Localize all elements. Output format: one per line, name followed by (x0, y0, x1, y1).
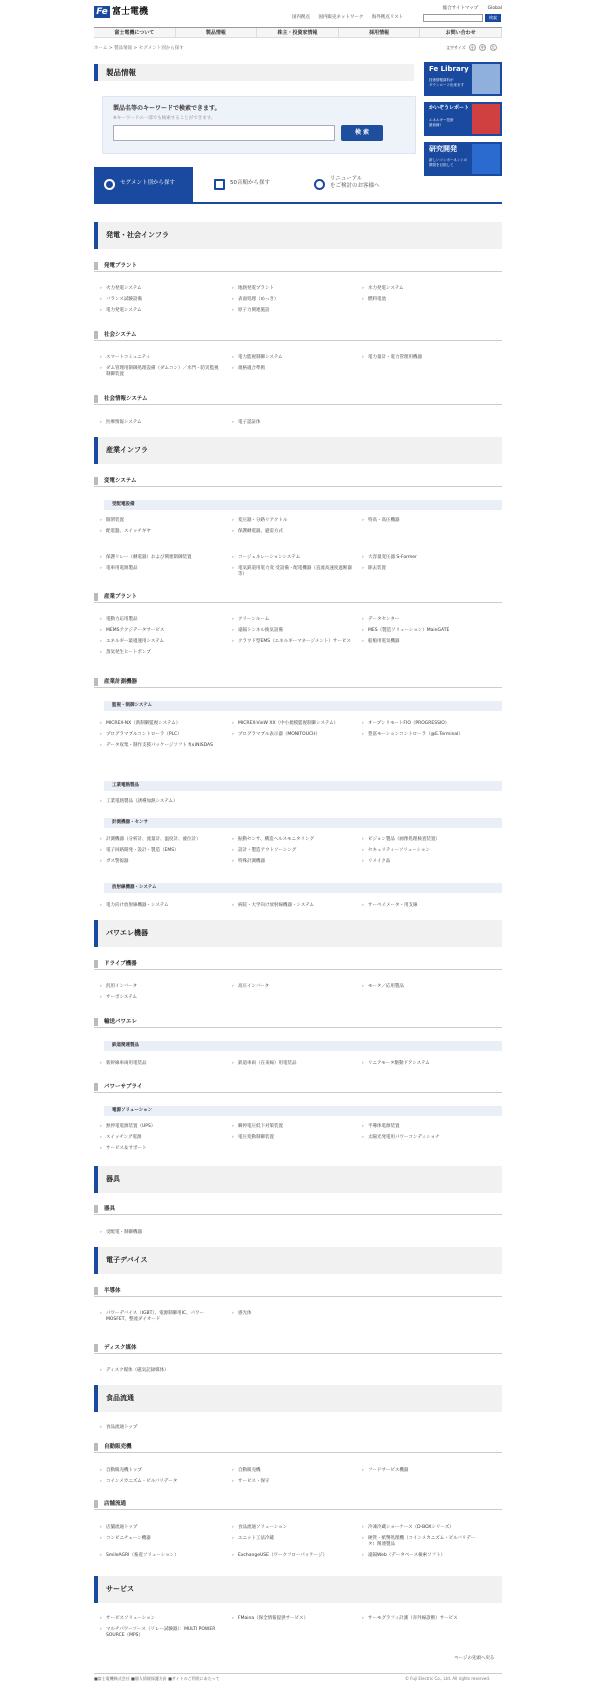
subsubcategory-heading: 放射線機器・システム (104, 883, 502, 893)
product-link[interactable]: › 電気鉄道用電力変 受設備・配電機器（直流高速度遮断器等） (232, 566, 352, 579)
product-link[interactable]: › ガス警報器 (100, 859, 220, 865)
logo-icon[interactable]: Fe (94, 6, 110, 18)
subcategory-heading: ディスク媒体 (94, 1342, 502, 1354)
product-link[interactable]: › 蒸気発生ヒートポンプ (100, 650, 220, 656)
product-link[interactable]: › 硬貨・紙幣処理機（コインメカニズム・ビルバリデータ）関連製品 (362, 1536, 482, 1549)
product-link[interactable]: › 受配電・制御機器 (100, 1230, 220, 1236)
breadcrumb[interactable]: ホーム > 製品情報 > セグメント別から探す (94, 46, 184, 51)
product-link[interactable]: › 鉄道車両（在来線）用電装品 (232, 1061, 352, 1067)
product-link[interactable]: › サービス・保守 (232, 1479, 352, 1485)
top-nav (292, 15, 410, 21)
utility-links (435, 6, 502, 12)
product-link[interactable]: › プログラマブルコントローラ（PLC） (100, 732, 220, 738)
product-link[interactable]: › 大容量変圧器 S-Former (362, 555, 482, 561)
product-link[interactable]: › 医療情報システム (100, 420, 220, 426)
banner-title: 研究開発 (429, 145, 457, 153)
product-link[interactable]: › 開閉装置 (100, 518, 220, 524)
subcategory-heading: パワーサプライ (94, 1081, 502, 1093)
product-link[interactable]: › 電力量計・電力管理用機器 (362, 355, 482, 361)
subcategory-heading: 発電プラント (94, 260, 502, 272)
gnav-contact[interactable]: お問い合わせ (420, 28, 502, 37)
product-link[interactable]: › 電圧変動制御装置 (232, 1135, 352, 1141)
logo-text[interactable]: 富士電機 (112, 7, 149, 17)
product-link[interactable]: › 電子認証体 (232, 420, 352, 426)
product-link[interactable]: › サーモグラフィ計測（赤外線診断）サービス (362, 1616, 482, 1622)
product-link[interactable]: › 高圧インバータ (232, 984, 352, 990)
product-link[interactable]: › サーボシステム (100, 995, 220, 1001)
product-link[interactable]: › 遠隔Web（データベース検索ソフト） (362, 1553, 482, 1559)
category-heading: 産業インフラ (94, 437, 502, 464)
product-link[interactable]: › MES（製造ソリューション）MainGATE (362, 628, 482, 634)
product-link[interactable]: › フードサービス機器 (362, 1468, 482, 1474)
subsubcategory-heading: 受配電設備 (104, 500, 502, 510)
subcategory-heading: 器具 (94, 1203, 502, 1215)
product-link[interactable]: › マルチパワーソース（リレー試験器）：MULTI POWER SOURCE（MPS） (100, 1627, 220, 1640)
subcategory-heading: 社会情報システム (94, 393, 502, 405)
subcategory-heading: 社会システム (94, 329, 502, 341)
product-link[interactable]: › 店舗流通トップ (100, 1525, 220, 1531)
font-size-label: 文字サイズ (446, 45, 466, 50)
product-link[interactable]: › 船舶用電気機器 (362, 639, 482, 645)
product-search-title: 製品名等のキーワードで検索できます。 (113, 105, 221, 112)
product-link[interactable]: › 新幹線車両用電装品 (100, 1061, 220, 1067)
product-link[interactable]: › 燃料電池 (362, 297, 482, 303)
tab-renewal[interactable] (304, 167, 424, 202)
product-link[interactable]: › 半導体電源装置 (362, 1124, 482, 1130)
product-link[interactable]: › 工業電熱製品（誘導加熱システム） (100, 799, 220, 805)
product-link[interactable]: › コージェネレーションシステム (232, 555, 352, 561)
product-link[interactable]: › データセンター (362, 617, 482, 623)
product-link[interactable]: › 病院・大学向け放射線機器・システム (232, 903, 352, 909)
gnav-careers[interactable]: 採用情報 (339, 28, 421, 37)
product-link[interactable]: › クリーンルーム (232, 617, 352, 623)
product-link[interactable]: › 変圧器・分路リアクトル (232, 518, 352, 524)
product-link[interactable]: › セキュリティーソリューション (362, 848, 482, 854)
subsubcategory-heading: 鉄道関連製品 (104, 1041, 502, 1051)
subcategory-heading: 産業プラント (94, 591, 502, 603)
global-link[interactable]: Global (487, 6, 502, 11)
product-link[interactable]: › サービス＆サポート (100, 1146, 220, 1152)
product-link[interactable]: › ExchangeUSE（ワークフローパッケージ） (232, 1553, 352, 1559)
product-link[interactable]: › MEMSアクジデータサービス (100, 628, 220, 634)
product-link[interactable]: › 保護リレー（継電器）および関連制御装置 (100, 555, 220, 561)
page-top-link[interactable]: ページの先頭へ戻る (454, 1656, 495, 1661)
category-heading: サービス (94, 1576, 502, 1603)
category-heading: 発電・社会インフラ (94, 222, 502, 249)
product-link[interactable]: › 特高・高圧機器 (362, 518, 482, 524)
category-heading: 器具 (94, 1166, 502, 1193)
product-link[interactable]: › 特殊計測機器 (232, 859, 352, 865)
banner-title: かいぞうレポート (429, 105, 470, 111)
product-search-hint: ※キーワードの一部でも検索することができます。 (113, 116, 216, 121)
product-link[interactable]: › 無停電電源装置（UPS） (100, 1124, 220, 1130)
subsubcategory-heading: 工業電熱製品 (104, 781, 502, 791)
banner-image (472, 104, 500, 134)
font-small-button[interactable]: 小 (470, 45, 475, 50)
tab-segment[interactable] (94, 167, 193, 202)
kana-icon (214, 179, 225, 190)
product-link[interactable]: › ユニット工法冷蔵 (232, 1536, 352, 1542)
banner-sub: 技術情報資料が ダウンロード出来ます (429, 78, 464, 87)
subcategory-heading: 産業計測機器 (94, 676, 502, 688)
banner-sub: 新しいコンポーネントの 開発を目指して (429, 158, 468, 167)
product-link[interactable]: › 振動センサ、構造ヘルスモニタリング (232, 837, 352, 843)
product-link[interactable]: › 遠隔トンネル換気設備 (232, 628, 352, 634)
product-link[interactable]: › 太陽光発電用パワーコンディショナ (362, 1135, 482, 1141)
subcategory-heading: 半導体 (94, 1285, 502, 1297)
page-title: 製品情報 (94, 64, 414, 81)
footer-links[interactable]: ■富士電機株式会社 ■個人情報保護方針 ■サイトのご利用にあたって (94, 1676, 220, 1681)
product-link[interactable]: › 食品流通ソリューション (232, 1525, 352, 1531)
subcategory-heading: 輸送パワエレ (94, 1016, 502, 1028)
product-link[interactable]: › 瞬停電圧低下対策装置 (232, 1124, 352, 1130)
banner-report[interactable] (424, 102, 502, 136)
product-link[interactable]: › モータ／応用製品 (362, 984, 482, 990)
tab-alphabetical[interactable] (204, 167, 294, 202)
product-link[interactable]: › 食品流通トップ (100, 1425, 220, 1431)
banner-fe-library[interactable] (424, 62, 502, 96)
banner-image (472, 64, 500, 94)
product-link[interactable]: › 火力発電システム (100, 286, 220, 292)
subcategory-heading: ドライブ機器 (94, 958, 502, 970)
product-link[interactable]: › 豊富モーションコントローラ（@E.Terminal） (362, 732, 482, 738)
subsubcategory-heading: 監視・制御システム (104, 701, 502, 711)
footer-divider (94, 1673, 502, 1674)
product-link[interactable]: › スマートコミュニティ (100, 355, 220, 361)
product-link[interactable]: › 原子力関連施設 (232, 308, 352, 314)
font-size-control (446, 44, 497, 51)
product-search-button[interactable]: 検 索 (341, 125, 383, 141)
product-link[interactable]: › プログラマブル表示器（MONITOUCH） (232, 732, 352, 738)
product-link[interactable]: › 除去装置 (362, 566, 482, 572)
product-link[interactable]: › エネルギー最適運用システム (100, 639, 220, 645)
product-link[interactable]: › スイッチング電源 (100, 1135, 220, 1141)
copyright: © Fuji Electric Co., Ltd. All rights reserved. (405, 1676, 491, 1681)
subsubcategory-heading: 計測機器・センサ (104, 818, 502, 828)
site-search-button[interactable]: 検索 (485, 14, 501, 22)
product-link[interactable]: › 自動販売機 (232, 1468, 352, 1474)
product-link[interactable]: › 設計・製造アウトソーシング (232, 848, 352, 854)
product-link[interactable]: › 電動力応用製品 (100, 617, 220, 623)
tab-label: セグメント別から探す (120, 180, 175, 186)
renewal-icon (314, 179, 325, 190)
product-link[interactable]: › 規格適合準拠 (232, 366, 352, 372)
product-link[interactable]: › ダム管理用制御処理設備（ダムコン）／水門・防災監視制御装置 (100, 366, 220, 379)
banner-title: Fe Library (429, 65, 469, 73)
product-link[interactable]: › 表面処理（めっき） (232, 297, 352, 303)
product-link[interactable]: › パワーデバイス（IGBT）、電源制御用IC、パワーMOSFET、整流ダイオード (100, 1311, 220, 1324)
font-large-button[interactable]: 大 (491, 45, 496, 50)
category-heading: パワエレ機器 (94, 920, 502, 947)
product-link[interactable]: › MICREX-VieW XX（中小規模監視制御システム） (232, 721, 352, 727)
product-link[interactable]: › 水力発電システム (362, 286, 482, 292)
tab-label: 50音順から探す (230, 180, 270, 186)
product-link[interactable]: › コンビニチェーン機器 (100, 1536, 220, 1542)
product-link[interactable]: › SmileAGRI（畜産ソリューション） (100, 1553, 220, 1559)
nav-overseas-link[interactable]: 海外拠点リスト (371, 15, 404, 20)
product-link[interactable]: › サービスソリューション (100, 1616, 220, 1622)
site-search-input[interactable] (423, 14, 483, 22)
product-link[interactable]: › 汎用インバータ (100, 984, 220, 990)
product-link[interactable]: › バランス試験設備 (100, 297, 220, 303)
tab-label: リニューアル をご検討のお客様へ (330, 176, 380, 189)
product-link[interactable]: › 配電盤、スイッチギヤ (100, 529, 220, 535)
gnav-about[interactable]: 富士電機について (94, 28, 176, 37)
product-link[interactable]: › リニアモータ駆動ドアシステム (362, 1061, 482, 1067)
product-link[interactable]: › 冷凍冷蔵ショーケース（D-BOXシリーズ） (362, 1525, 482, 1531)
subcategory-heading: 自動販売機 (94, 1441, 502, 1453)
product-link[interactable]: › FMaina（保全情報提供サービス） (232, 1616, 352, 1622)
category-heading: 食品流通 (94, 1385, 502, 1412)
search-tabs (94, 167, 502, 204)
category-heading: 電子デバイス (94, 1247, 502, 1274)
gnav-products[interactable]: 製品情報 (176, 28, 258, 37)
sitemap-link[interactable]: 総合サイトマップ (442, 6, 479, 11)
product-link[interactable]: › 電力監視制御システム (232, 355, 352, 361)
product-link[interactable]: › オープンリモートFIO（PROGRESSIO） (362, 721, 482, 727)
product-search-input[interactable] (113, 125, 335, 141)
product-link[interactable]: › データ収集・制作支援パッケージソフト f(x)NISDAS (100, 743, 220, 749)
product-link[interactable]: › リメイク品 (362, 859, 482, 865)
gnav-ir[interactable]: 株主・投資家情報 (257, 28, 339, 37)
product-link[interactable]: › 計測機器（分析計、流量計、温度計、液位計） (100, 837, 220, 843)
nav-network-link[interactable]: 国内販売ネットワーク (318, 15, 364, 20)
product-search-box (102, 96, 416, 154)
product-link[interactable]: › ディスク媒体（磁気記録媒体） (100, 1368, 220, 1374)
product-link[interactable]: › 電車用電源製品 (100, 566, 220, 572)
product-link[interactable]: › 電力発電システム (100, 308, 220, 314)
subsubcategory-heading: 電源ソリューション (104, 1106, 502, 1116)
banner-sub: エネルギー技術 最前線! (429, 118, 454, 127)
product-link[interactable]: › 感光体 (232, 1311, 352, 1317)
font-medium-button[interactable]: 中 (480, 45, 485, 50)
product-link[interactable]: › 保護継電器、避雷方式 (232, 529, 352, 535)
product-link[interactable]: › クラウド型EMS（エネルギーマネージメント）サービス (232, 639, 352, 645)
product-link[interactable]: › コインメカニズム・ビルバリデータ (100, 1479, 220, 1485)
subcategory-heading: 変電システム (94, 475, 502, 487)
segment-icon (104, 179, 115, 190)
product-link[interactable]: › 自動販売機トップ (100, 1468, 220, 1474)
product-link[interactable]: › 地熱発電プラント (232, 286, 352, 292)
product-link[interactable]: › ビジョン製品（画像処理検査装置） (362, 837, 482, 843)
global-nav (94, 27, 502, 38)
product-link[interactable]: › 電力向け放射線機器・システム (100, 903, 220, 909)
subcategory-heading: 店舗流通 (94, 1498, 502, 1510)
product-link[interactable]: › 電子回路開発・設計・製造（EMS） (100, 848, 220, 854)
product-link[interactable]: › MICREX-NX（新制御監視システム） (100, 721, 220, 727)
product-link[interactable]: › サーベイメータ・用支線 (362, 903, 482, 909)
nav-domestic-link[interactable]: 国内拠点 (292, 15, 310, 20)
